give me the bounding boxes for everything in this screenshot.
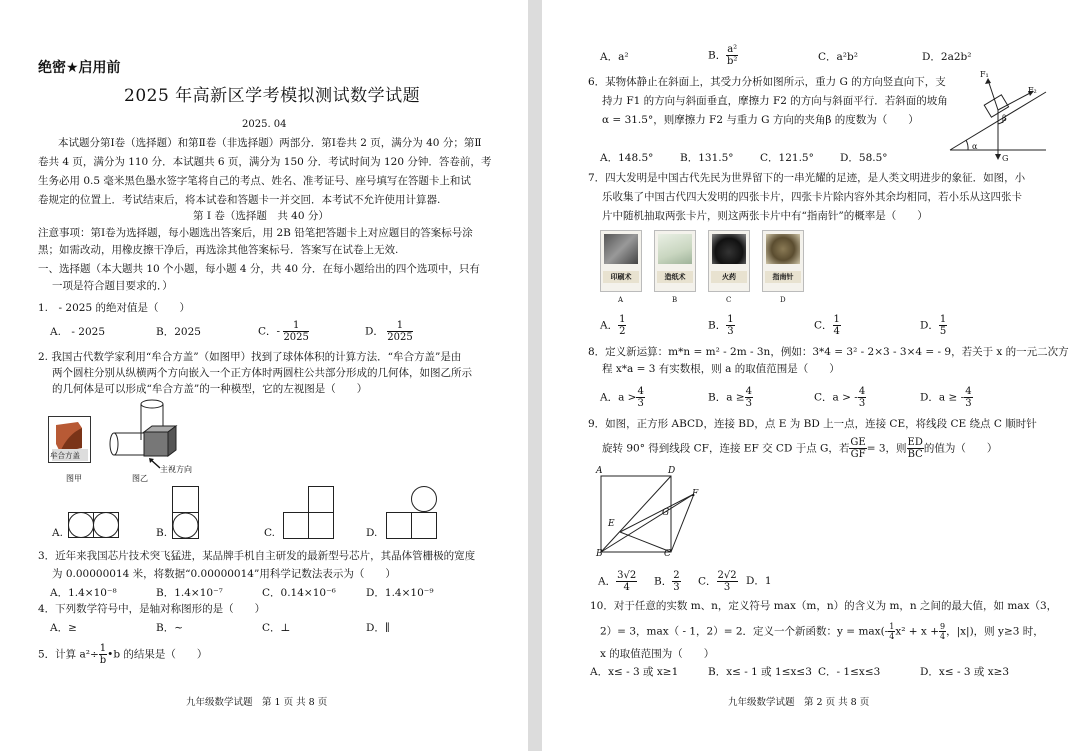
q3-option-c: C．0.14×10⁻⁶ xyxy=(262,587,336,599)
card-letter: B xyxy=(672,296,678,304)
question-7-line: 7．四大发明是中国古代先民为世界留下的一串光耀的足迹，是人类文明进步的象征．如图，小 xyxy=(588,172,1026,184)
question-10-line: x 的取值范围为（ ） xyxy=(600,648,715,660)
q4-option-b: B．∼ xyxy=(156,622,184,634)
question-2-line: 两个圆柱分别从纵横两个方向嵌入一个正方体时两圆柱公共部分形成的几何体，如图乙所示 xyxy=(52,367,472,379)
question-6-line: 6．某物体静止在斜面上，其受力分析如图所示，重力 G 的方向竖直向下，支 xyxy=(588,76,946,88)
part-heading: 一项是符合题目要求的．） xyxy=(52,280,173,292)
q2-option-d-figure xyxy=(386,486,438,539)
exam-page-2 xyxy=(542,0,1080,751)
intro-line: 生务必用 0.5 毫米黑色墨水签字笔将自己的考点、姓名、准考证号、座号填写在答题卡上和试 xyxy=(38,175,471,187)
q10-option-c: C．- 1≤x≤3 xyxy=(818,666,881,678)
question-2-line: 2. 我国古代数学家利用“牟合方盖”（如图甲）找到了球体体积的计算方法．“牟合方盖”是由 xyxy=(38,351,462,363)
q2-option-c-figure xyxy=(283,486,335,539)
question-2-line: 的几何体是可以形成“牟合方盖”的一种模型，它的左视图是（ ） xyxy=(52,383,368,395)
fig6-label-beta: β xyxy=(1002,114,1007,123)
q4-option-c: C．⊥ xyxy=(262,622,291,634)
fig-cylinder-model xyxy=(108,398,178,468)
question-1-stem: 1. - 2025 的绝对值是（ ） xyxy=(38,302,190,314)
question-6-line: α = 31.5°，则摩擦力 F2 与重力 G 方向的夹角β 的度数为（ ） xyxy=(602,114,919,126)
q6-option-b: B．131.5° xyxy=(680,152,734,164)
q6-option-c: C．121.5° xyxy=(760,152,814,164)
question-8-line: 8．定义新运算：m*n = m² - 2m - 3n，例如：3*4 = 3² - 2×3 - 3×4 = - 9，若关于 x 的一元二次方 xyxy=(588,346,1069,358)
q8-option-c: C．a > - $\frac{4}{3}$ xyxy=(814,386,866,409)
q4-option-a: A．≥ xyxy=(50,622,77,634)
q9-option-c: C． $\frac{2√2}{3}$ xyxy=(698,570,737,593)
exam-title: 2025 年高新区学考模拟测试数学试题 xyxy=(124,86,421,106)
intro-line: 本试题分第Ⅰ卷（选择题）和第Ⅱ卷（非选择题）两部分．第Ⅰ卷共 2 页，满分为 40 分；第Ⅱ xyxy=(58,137,482,149)
fig9-label-a: A xyxy=(596,466,603,476)
q5-option-d: D．2a2b² xyxy=(922,51,972,63)
q1-option-d: D． $\frac{1}{2025}$ xyxy=(365,320,413,343)
question-9-line: 9．如图，正方形 ABCD，连接 BD，点 E 为 BD 上一点，连接 CE，将线段 CE 绕点 C 顺时针 xyxy=(588,418,1037,430)
question-3-line: 为 0.00000014 米，将数据“0.00000014”用科学记数法表示为（ ） xyxy=(52,568,396,580)
q7-option-b: B． $\frac{1}{3}$ xyxy=(708,314,734,337)
q4-option-d: D．∥ xyxy=(366,622,390,634)
q2-option-a: A. xyxy=(52,527,63,539)
q2-option-a-figure xyxy=(68,512,120,538)
q2-option-c: C. xyxy=(264,527,275,539)
q2-option-d: D. xyxy=(366,527,378,539)
q6-option-d: D．58.5° xyxy=(840,152,888,164)
secret-label: 绝密★启用前 xyxy=(38,60,121,76)
q3-option-a: A．1.4×10⁻⁸ xyxy=(50,587,117,599)
fig9-label-e: E xyxy=(608,519,615,529)
q7-option-c: C． $\frac{1}{4}$ xyxy=(814,314,840,337)
q3-option-b: B．1.4×10⁻⁷ xyxy=(156,587,223,599)
q8-option-a: A．a > $\frac{4}{3}$ xyxy=(600,386,644,409)
fig9-label-g: G xyxy=(662,508,670,518)
fig6-label-f2: F₂ xyxy=(1028,86,1037,95)
invention-card-b: 造纸术 xyxy=(654,230,696,292)
q1-option-b: B．2025 xyxy=(156,326,201,338)
fig9-label-b: B xyxy=(596,549,603,559)
q1-option-a: A. - 2025 xyxy=(50,326,106,338)
q5-option-a: A．a² xyxy=(600,51,629,63)
q8-option-d: D．a ≥ - $\frac{4}{3}$ xyxy=(920,386,972,409)
q7-option-d: D． $\frac{1}{5}$ xyxy=(920,314,947,337)
page-footer: 九年级数学试题 第 2 页 共 8 页 xyxy=(728,697,870,708)
q10-option-d: D．x≤ - 3 或 x≥3 xyxy=(920,666,1010,678)
q10-option-a: A．x≤ - 3 或 x≥1 xyxy=(590,666,679,678)
invention-card-d: 指南针 xyxy=(762,230,804,292)
q3-option-d: D．1.4×10⁻⁹ xyxy=(366,587,434,599)
fig-arrow-label: 主视方向 xyxy=(160,465,192,474)
question-6-line: 持力 F1 的方向与斜面垂直，摩擦力 F2 的方向与斜面平行．若斜面的坡角 xyxy=(602,95,948,107)
exam-date: 2025. 04 xyxy=(242,119,287,130)
q9-option-d: D．1 xyxy=(746,575,772,587)
q1-option-c: C．- $\frac{1}{2025}$ xyxy=(258,320,309,343)
fig9-label-f: F xyxy=(692,489,699,499)
fig9-label-d: D xyxy=(668,466,676,476)
question-4-stem: 4．下列数学符号中，是轴对称图形的是（ ） xyxy=(38,603,266,615)
exam-page-1 xyxy=(0,0,528,751)
q7-option-a: A． $\frac{1}{2}$ xyxy=(600,314,626,337)
notes-line: 黑；如需改动，用橡皮擦干净后，再选涂其他答案标号．答案写在试卷上无效. xyxy=(38,244,399,256)
notes-line: 注意事项：第Ⅰ卷为选择题，每小题选出答案后，用 2B 铅笔把答题卡上对应题目的答案标号涂 xyxy=(38,227,473,239)
card-letter: C xyxy=(726,296,732,304)
fig2-caption: 图乙 xyxy=(132,474,148,483)
q2-option-b: B. xyxy=(156,527,168,539)
question-10-line: 2）= 3，max（ - 1，2）= 2．定义一个新函数：y = max(- $\frac{1}{4}$ x² + x + $\frac{9}{4}$ ，|x|)，则 y≥3 时， xyxy=(600,622,1044,641)
question-7-line: 乐收集了中国古代四大发明的四张卡片，四张卡片除内容外其余均相同，若小乐从这四张卡 xyxy=(602,191,1022,203)
fig6-label-g: G xyxy=(1002,154,1009,163)
card-letter: A xyxy=(618,296,624,304)
intro-line: 卷共 4 页，满分为 110 分．本试题共 6 页，满分为 150 分．考试时间为 120 分钟．答卷前，考 xyxy=(38,156,492,168)
question-5-stem: 5．计算 a²÷ $\frac{1}{b}$ •b 的结果是（ ） xyxy=(38,643,208,666)
part-heading: 一、选择题（本大题共 10 个小题，每小题 4 分，共 40 分．在每小题给出的四个选项中，只有 xyxy=(38,263,480,275)
q10-option-b: B．x≤ - 1 或 1≤x≤3 xyxy=(708,666,812,678)
fig-box-label: 牟合方盖 xyxy=(50,451,80,460)
q9-option-a: A． $\frac{3√2}{4}$ xyxy=(598,570,637,593)
fig-incline-forces xyxy=(948,68,1050,164)
fig-square-abcd xyxy=(598,472,708,558)
question-10-line: 10．对于任意的实数 m、n，定义符号 max（m，n）的含义为 m，n 之间的最大值，如 max（3， xyxy=(590,600,1058,612)
q5-option-c: C．a²b² xyxy=(818,51,858,63)
question-3-line: 3．近年来我国芯片技术突飞猛进，某品牌手机自主研发的最新型号芯片，其晶体管栅极的宽度 xyxy=(38,550,476,562)
fig1-caption: 图甲 xyxy=(66,474,82,483)
section-title: 第 I 卷（选择题 共 40 分） xyxy=(193,210,329,222)
fig6-label-f1: F₁ xyxy=(980,70,989,79)
q2-option-b-figure xyxy=(172,486,200,539)
q5-option-b: B． $\frac{\text{a²}}{\text{b²}}$ xyxy=(708,44,738,67)
fig6-label-alpha: α xyxy=(972,142,978,151)
intro-line: 卷规定的位置上．考试结束后，将本试卷和答题卡一并交回．本考试不允许使用计算器. xyxy=(38,194,441,206)
fig9-label-c: C xyxy=(664,549,671,559)
q9-option-b: B． $\frac{2}{3}$ xyxy=(654,570,680,593)
invention-card-c: 火药 xyxy=(708,230,750,292)
page-footer: 九年级数学试题 第 1 页 共 8 页 xyxy=(186,697,328,708)
card-letter: D xyxy=(780,296,786,304)
q8-option-b: B．a ≥ $\frac{4}{3}$ xyxy=(708,386,752,409)
question-9-line: 旋转 90° 得到线段 CF，连接 EF 交 CD 于点 G，若 $\frac{GE}{GF}$ = 3，则 $\frac{ED}{BC}$ 的值为（ ） xyxy=(602,437,998,460)
q6-option-a: A．148.5° xyxy=(600,152,654,164)
question-8-line: 程 x*a = 3 有实数根，则 a 的取值范围是（ ） xyxy=(602,363,840,375)
question-7-line: 片中随机抽取两张卡片，则这两张卡片中有“指南针”的概率是（ ） xyxy=(602,210,928,222)
invention-card-a: 印刷术 xyxy=(600,230,642,292)
